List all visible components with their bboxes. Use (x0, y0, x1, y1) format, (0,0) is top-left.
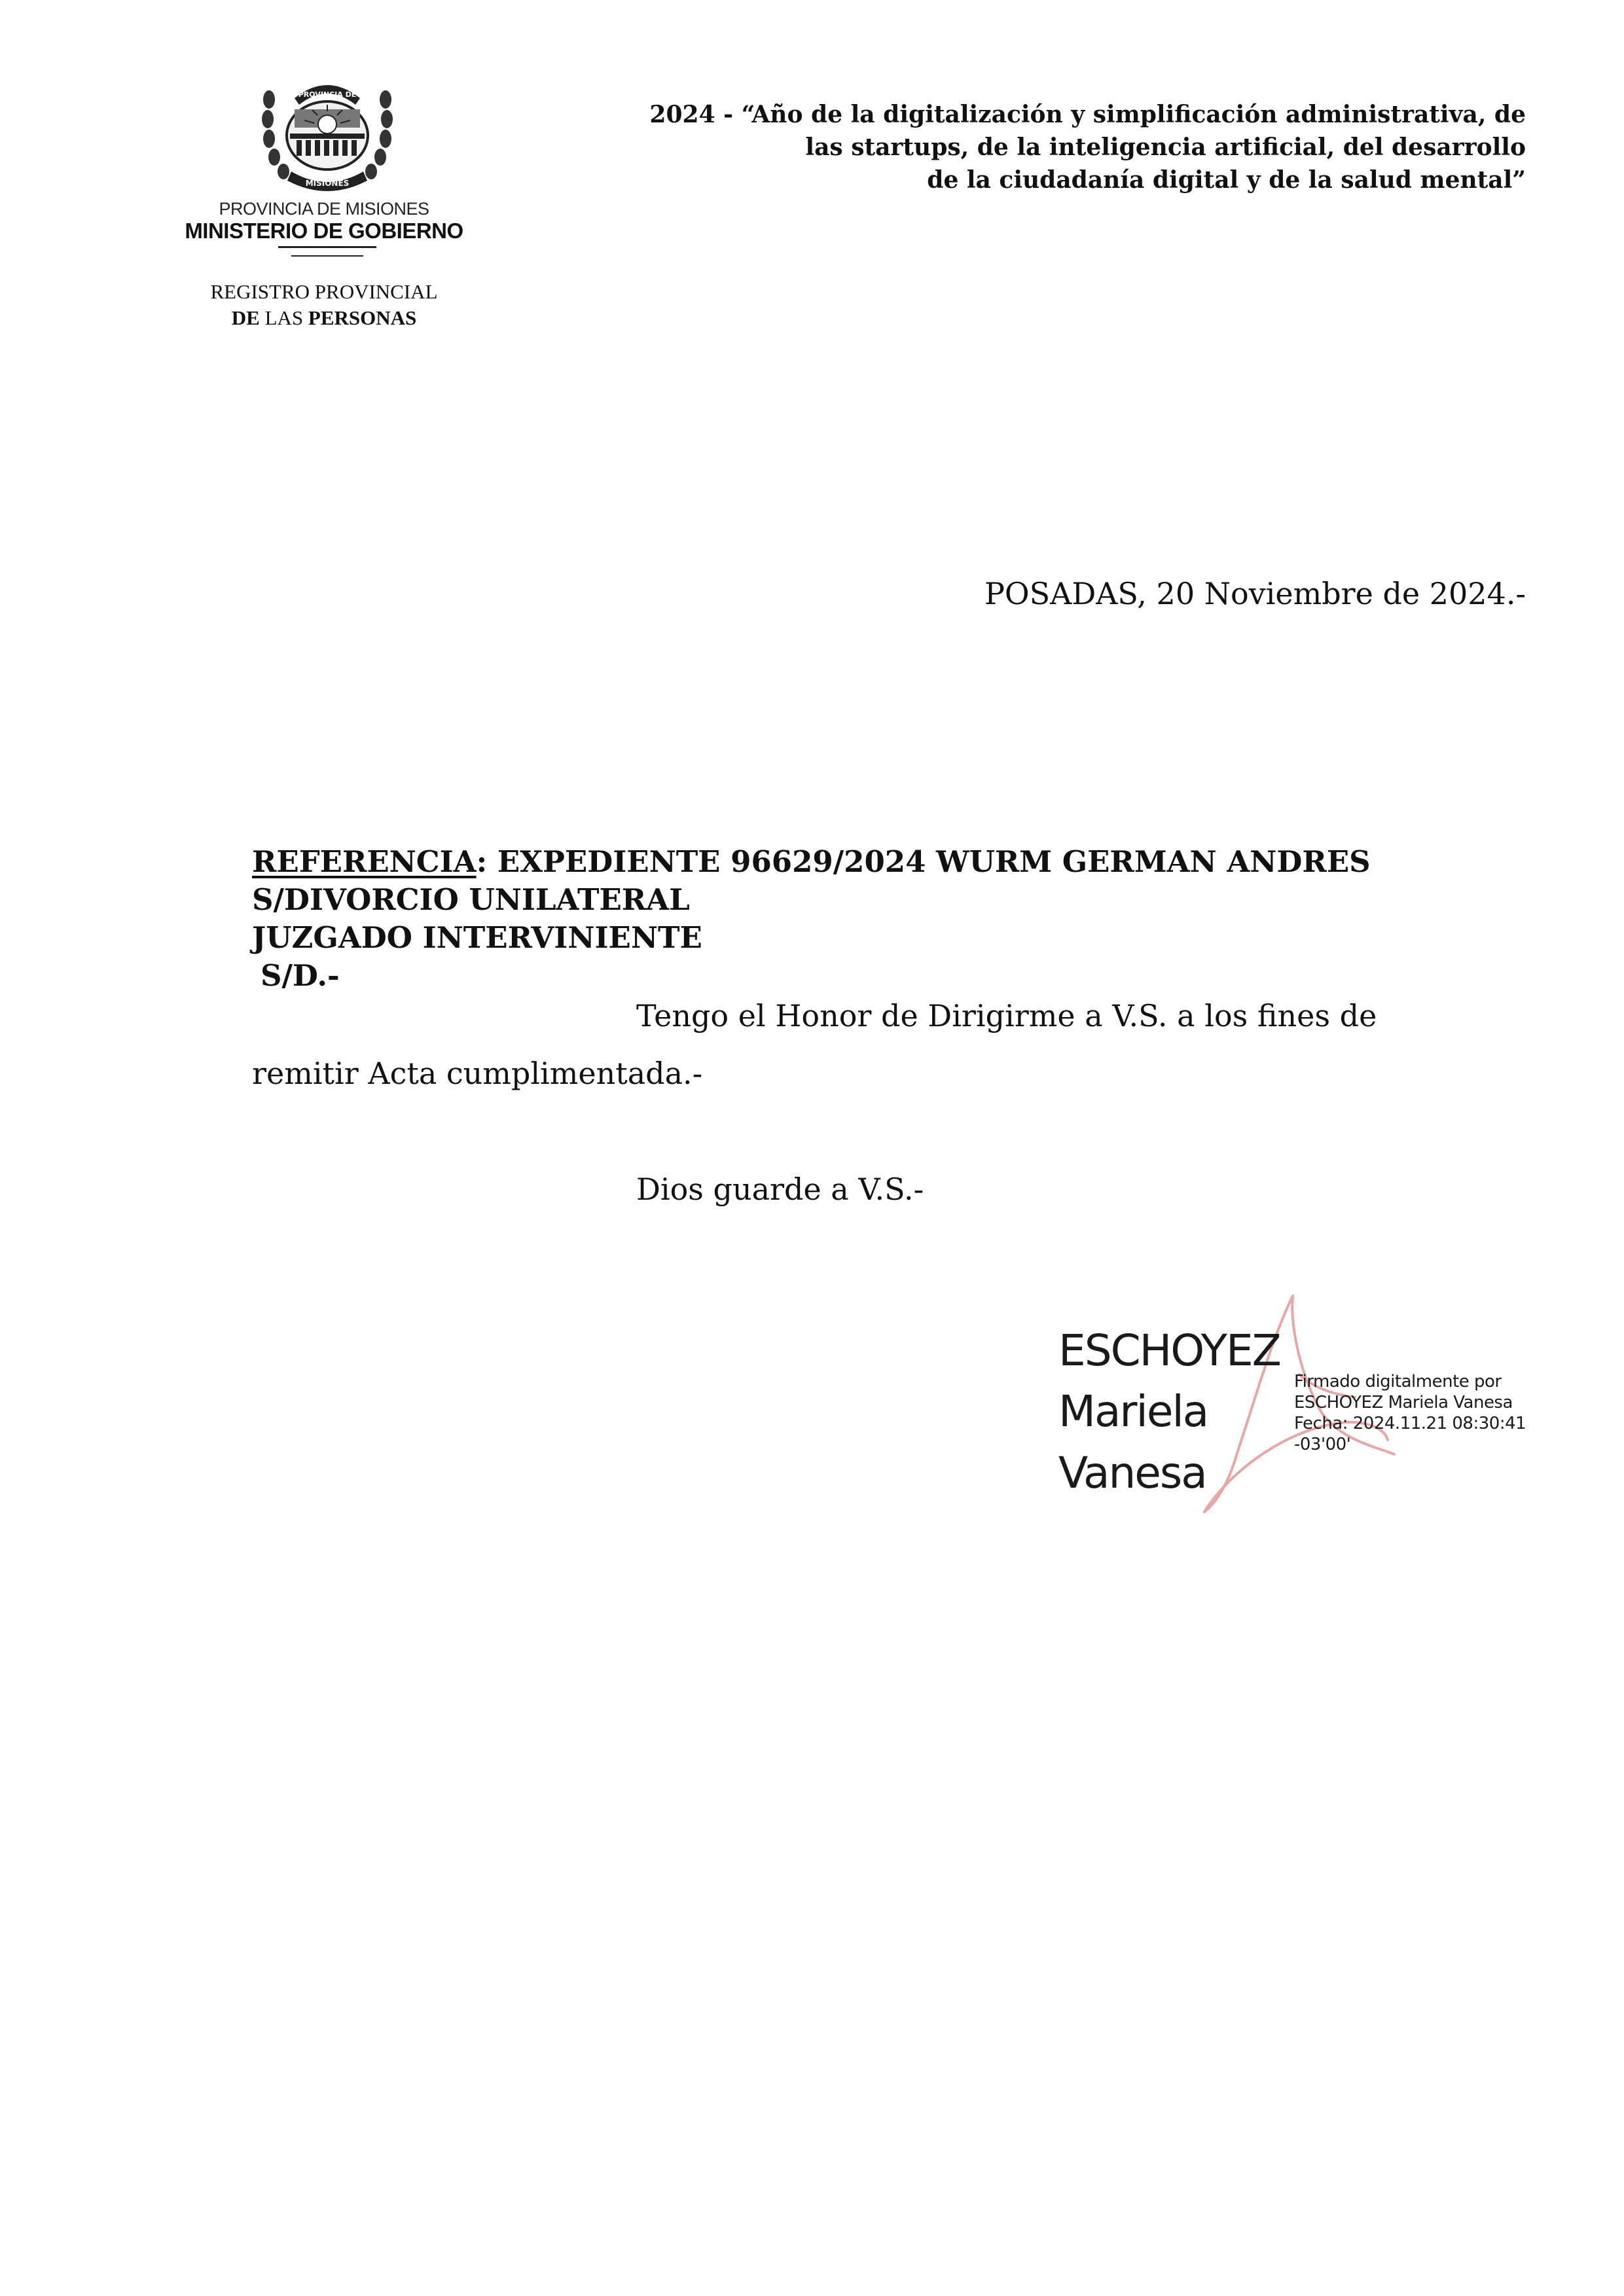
laurel-left (262, 90, 289, 179)
registry-word-las: LAS (259, 306, 308, 329)
motto-line-2: las startups, de la inteligencia artificial, del desarrollo (805, 134, 1526, 161)
province-name: PROVINCIA DE MISIONES (219, 199, 429, 219)
reference-line-2: S/DIVORCIO UNILATERAL (252, 882, 690, 917)
reference-line-3: JUZGADO INTERVINIENTE (252, 920, 702, 955)
logo-text-top: PROVINCIA DE (298, 90, 357, 99)
signature-info-line-2: ESCHOYEZ Mariela Vanesa (1294, 1393, 1513, 1412)
motto-line-3: de la ciudadanía digital y de la salud mental” (927, 166, 1526, 194)
letter-date: POSADAS, 20 Noviembre de 2024.- (984, 576, 1526, 611)
provincial-coat-of-arms-logo (259, 73, 396, 194)
closing-line: Dios guarde a V.S.- (636, 1172, 924, 1207)
registry-line-1: REGISTRO PROVINCIAL (210, 280, 438, 303)
laurel-right (365, 90, 393, 179)
ministry-underline-rule (278, 246, 376, 248)
reference-line-1 (252, 844, 1371, 879)
signature-info-line-4: -03'00' (1294, 1435, 1351, 1454)
registry-line-2 (144, 306, 504, 330)
motto-line-1: 2024 - “Año de la digitalización y simplificación administrativa, de (649, 101, 1526, 128)
signature-info-line-3: Fecha: 2024.11.21 08:30:41 (1294, 1414, 1526, 1433)
reference-expediente: : EXPEDIENTE 96629/2024 WURM GERMAN ANDRES (476, 844, 1371, 879)
registry-word-personas: PERSONAS (308, 306, 417, 329)
ministry-name: MINISTERIO DE GOBIERNO (185, 219, 463, 243)
signature-info-line-1: Firmado digitalmente por (1294, 1372, 1502, 1391)
reference-line-4: S/D.- (261, 958, 340, 993)
logo-text-bottom: MISIONES (305, 179, 350, 188)
signer-name-line-3: Vanesa (1058, 1448, 1206, 1498)
reference-label: REFERENCIA (252, 844, 477, 879)
signer-name-line-2: Mariela (1058, 1386, 1208, 1437)
ministry-underline-rule-short (291, 255, 363, 257)
registry-word-de: DE (231, 306, 260, 329)
year-motto (478, 98, 1526, 196)
signer-name-line-1: ESCHOYEZ (1058, 1325, 1280, 1376)
body-line-2: remitir Acta cumplimentada.- (252, 1056, 703, 1091)
body-line-1: Tengo el Honor de Dirigirme a V.S. a los fines de (636, 998, 1377, 1033)
